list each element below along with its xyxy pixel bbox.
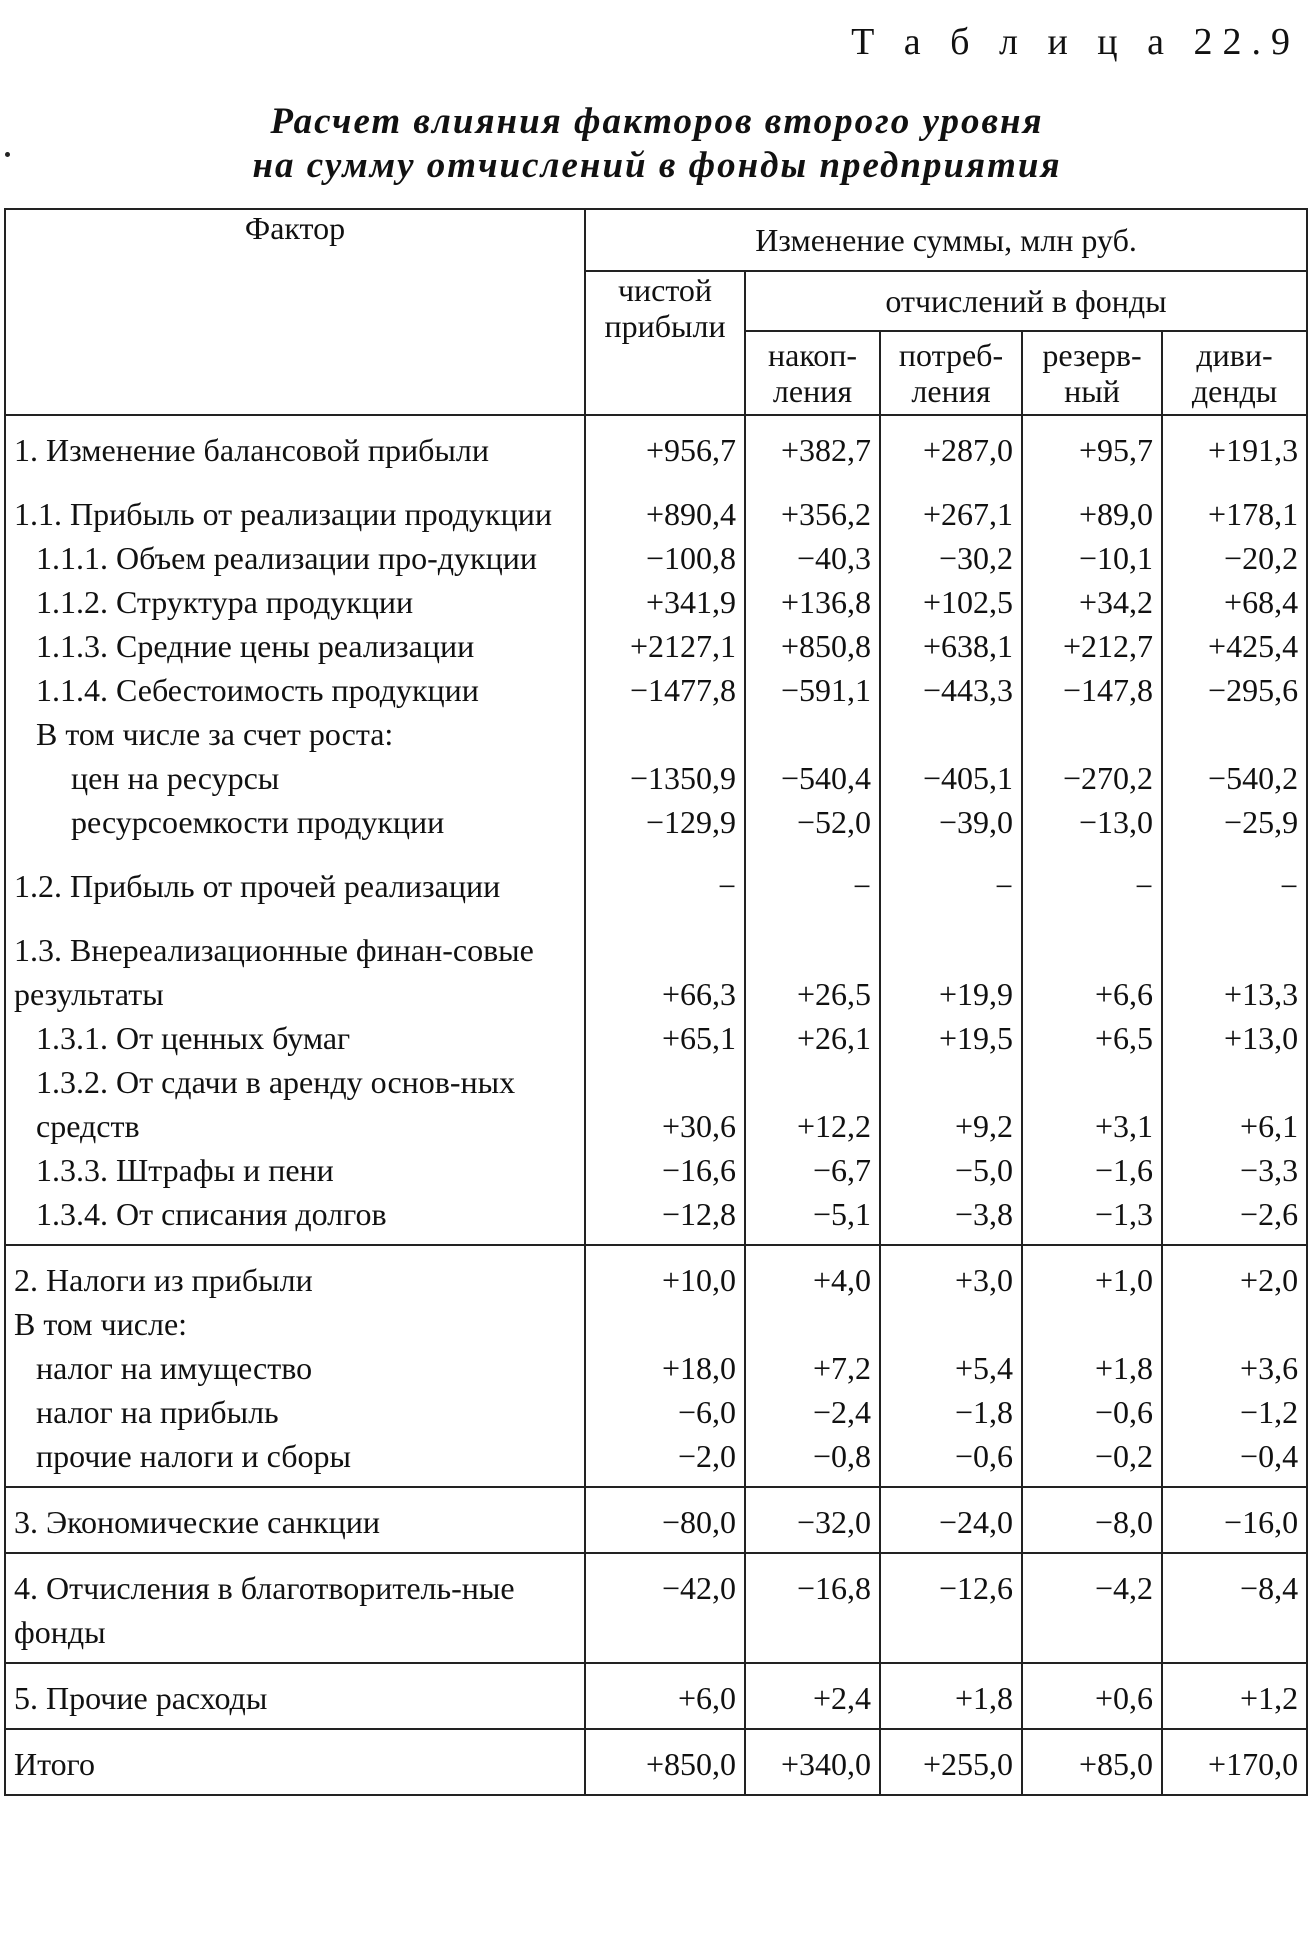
- cell-dividends: +3,6: [1162, 1346, 1307, 1390]
- row-label: 1.3.3. Штрафы и пени: [5, 1148, 585, 1192]
- header-net-profit: чистой прибыли: [585, 271, 745, 415]
- cell-accumulation: −32,0: [745, 1487, 880, 1553]
- cell-net-profit: −1350,9: [585, 756, 745, 800]
- table-title: [0, 100, 1314, 188]
- cell-dividends: +191,3: [1162, 415, 1307, 480]
- cell-net-profit: −6,0: [585, 1390, 745, 1434]
- cell-reserve: +89,0: [1022, 480, 1162, 536]
- cell-reserve: −: [1022, 852, 1162, 916]
- row-label: 4. Отчисления в благотворитель-ные фонды: [5, 1553, 585, 1663]
- row-label: 1.3.2. От сдачи в аренду основ-ных средств: [5, 1060, 585, 1148]
- table-row: [5, 1390, 1307, 1434]
- row-label: Итого: [5, 1729, 585, 1795]
- cell-dividends: −8,4: [1162, 1553, 1307, 1663]
- header-reserve: резерв-ный: [1022, 331, 1162, 415]
- cell-accumulation: +850,8: [745, 624, 880, 668]
- cell-dividends: −295,6: [1162, 668, 1307, 712]
- cell-dividends: −: [1162, 852, 1307, 916]
- cell-net-profit: −16,6: [585, 1148, 745, 1192]
- cell-dividends: −25,9: [1162, 800, 1307, 852]
- cell-net-profit: −12,8: [585, 1192, 745, 1245]
- row-label: 1.1.1. Объем реализации про-дукции: [5, 536, 585, 580]
- table-row: [5, 1487, 1307, 1553]
- cell-reserve: +95,7: [1022, 415, 1162, 480]
- cell-consumption: +9,2: [880, 1060, 1022, 1148]
- cell-reserve: +3,1: [1022, 1060, 1162, 1148]
- cell-dividends: −540,2: [1162, 756, 1307, 800]
- cell-accumulation: +26,5: [745, 916, 880, 1016]
- table-number: Т а б л и ц а 22.9: [851, 21, 1300, 63]
- cell-accumulation: −591,1: [745, 668, 880, 712]
- row-label: налог на имущество: [5, 1346, 585, 1390]
- cell-reserve: +1,0: [1022, 1245, 1162, 1302]
- table-body: [5, 415, 1307, 1795]
- table-row: [5, 415, 1307, 480]
- row-label: 2. Налоги из прибыли: [5, 1245, 585, 1302]
- row-label: цен на ресурсы: [5, 756, 585, 800]
- table-row: [5, 536, 1307, 580]
- cell-accumulation: +382,7: [745, 415, 880, 480]
- title-line-2: на сумму отчислений в фонды предприятия: [252, 145, 1062, 186]
- cell-net-profit: +341,9: [585, 580, 745, 624]
- cell-accumulation: [745, 1302, 880, 1346]
- cell-dividends: +425,4: [1162, 624, 1307, 668]
- row-label: налог на прибыль: [5, 1390, 585, 1434]
- cell-net-profit: −80,0: [585, 1487, 745, 1553]
- cell-accumulation: −: [745, 852, 880, 916]
- cell-dividends: +170,0: [1162, 1729, 1307, 1795]
- cell-consumption: +255,0: [880, 1729, 1022, 1795]
- cell-consumption: +638,1: [880, 624, 1022, 668]
- cell-consumption: −12,6: [880, 1553, 1022, 1663]
- table-row: [5, 480, 1307, 536]
- cell-accumulation: +136,8: [745, 580, 880, 624]
- cell-reserve: −0,2: [1022, 1434, 1162, 1487]
- table-row: [5, 1192, 1307, 1245]
- row-label: ресурсоемкости продукции: [5, 800, 585, 852]
- cell-net-profit: −129,9: [585, 800, 745, 852]
- row-label: 5. Прочие расходы: [5, 1663, 585, 1729]
- row-label: 1.1.3. Средние цены реализации: [5, 624, 585, 668]
- cell-reserve: −270,2: [1022, 756, 1162, 800]
- cell-consumption: −24,0: [880, 1487, 1022, 1553]
- cell-dividends: [1162, 712, 1307, 756]
- cell-net-profit: [585, 1302, 745, 1346]
- cell-accumulation: −40,3: [745, 536, 880, 580]
- cell-dividends: +68,4: [1162, 580, 1307, 624]
- cell-dividends: −0,4: [1162, 1434, 1307, 1487]
- cell-consumption: +102,5: [880, 580, 1022, 624]
- table-row: [5, 800, 1307, 852]
- cell-net-profit: +6,0: [585, 1663, 745, 1729]
- cell-consumption: −30,2: [880, 536, 1022, 580]
- cell-dividends: +13,3: [1162, 916, 1307, 1016]
- cell-accumulation: +12,2: [745, 1060, 880, 1148]
- cell-reserve: [1022, 712, 1162, 756]
- cell-dividends: −2,6: [1162, 1192, 1307, 1245]
- cell-consumption: −: [880, 852, 1022, 916]
- cell-accumulation: −52,0: [745, 800, 880, 852]
- cell-net-profit: +65,1: [585, 1016, 745, 1060]
- header-factor: Фактор: [5, 209, 585, 415]
- table-row: [5, 1016, 1307, 1060]
- cell-reserve: +34,2: [1022, 580, 1162, 624]
- cell-dividends: −20,2: [1162, 536, 1307, 580]
- cell-consumption: +1,8: [880, 1663, 1022, 1729]
- row-label: 1. Изменение балансовой прибыли: [5, 415, 585, 480]
- header-dividends: диви-денды: [1162, 331, 1307, 415]
- factors-table: [4, 208, 1308, 1796]
- cell-accumulation: +4,0: [745, 1245, 880, 1302]
- cell-dividends: +178,1: [1162, 480, 1307, 536]
- cell-net-profit: −100,8: [585, 536, 745, 580]
- cell-consumption: +19,5: [880, 1016, 1022, 1060]
- cell-consumption: −405,1: [880, 756, 1022, 800]
- row-label: 1.2. Прибыль от прочей реализации: [5, 852, 585, 916]
- cell-consumption: +5,4: [880, 1346, 1022, 1390]
- table-row: [5, 1245, 1307, 1302]
- row-label: В том числе:: [5, 1302, 585, 1346]
- table-row: [5, 1060, 1307, 1148]
- cell-net-profit: −: [585, 852, 745, 916]
- cell-reserve: [1022, 1302, 1162, 1346]
- cell-reserve: +0,6: [1022, 1663, 1162, 1729]
- cell-consumption: −39,0: [880, 800, 1022, 852]
- table-row: [5, 712, 1307, 756]
- cell-consumption: −3,8: [880, 1192, 1022, 1245]
- cell-consumption: [880, 712, 1022, 756]
- table-row: [5, 1729, 1307, 1795]
- cell-accumulation: −540,4: [745, 756, 880, 800]
- cell-reserve: −8,0: [1022, 1487, 1162, 1553]
- cell-reserve: +212,7: [1022, 624, 1162, 668]
- cell-accumulation: +356,2: [745, 480, 880, 536]
- cell-reserve: +85,0: [1022, 1729, 1162, 1795]
- cell-consumption: −443,3: [880, 668, 1022, 712]
- cell-reserve: −147,8: [1022, 668, 1162, 712]
- row-label: 1.3.4. От списания долгов: [5, 1192, 585, 1245]
- cell-consumption: +3,0: [880, 1245, 1022, 1302]
- table-row: [5, 1553, 1307, 1663]
- table-row: [5, 1434, 1307, 1487]
- cell-net-profit: +10,0: [585, 1245, 745, 1302]
- cell-dividends: −3,3: [1162, 1148, 1307, 1192]
- cell-dividends: +13,0: [1162, 1016, 1307, 1060]
- table-row: [5, 916, 1307, 1016]
- cell-net-profit: −42,0: [585, 1553, 745, 1663]
- cell-reserve: −4,2: [1022, 1553, 1162, 1663]
- cell-reserve: −10,1: [1022, 536, 1162, 580]
- table-row: [5, 1346, 1307, 1390]
- table-row: [5, 852, 1307, 916]
- row-label: 1.3. Внереализационные финан-совые результаты: [5, 916, 585, 1016]
- table-row: [5, 1302, 1307, 1346]
- cell-consumption: +287,0: [880, 415, 1022, 480]
- row-label: 1.1.4. Себестоимость продукции: [5, 668, 585, 712]
- table-row: [5, 756, 1307, 800]
- cell-dividends: −16,0: [1162, 1487, 1307, 1553]
- cell-consumption: +19,9: [880, 916, 1022, 1016]
- cell-dividends: [1162, 1302, 1307, 1346]
- cell-net-profit: −2,0: [585, 1434, 745, 1487]
- cell-net-profit: +850,0: [585, 1729, 745, 1795]
- row-label: 3. Экономические санкции: [5, 1487, 585, 1553]
- cell-accumulation: −2,4: [745, 1390, 880, 1434]
- table-row: [5, 624, 1307, 668]
- header-consumption: потреб-ления: [880, 331, 1022, 415]
- table-row: [5, 580, 1307, 624]
- table-row: [5, 1663, 1307, 1729]
- header-accumulation: накоп-ления: [745, 331, 880, 415]
- cell-reserve: −13,0: [1022, 800, 1162, 852]
- cell-net-profit: +2127,1: [585, 624, 745, 668]
- cell-consumption: +267,1: [880, 480, 1022, 536]
- cell-net-profit: +30,6: [585, 1060, 745, 1148]
- cell-accumulation: +7,2: [745, 1346, 880, 1390]
- cell-net-profit: +66,3: [585, 916, 745, 1016]
- cell-dividends: +6,1: [1162, 1060, 1307, 1148]
- row-label: прочие налоги и сборы: [5, 1434, 585, 1487]
- cell-reserve: −1,6: [1022, 1148, 1162, 1192]
- cell-reserve: +6,5: [1022, 1016, 1162, 1060]
- cell-net-profit: +890,4: [585, 480, 745, 536]
- table-row: [5, 668, 1307, 712]
- header-deductions: отчислений в фонды: [745, 271, 1307, 331]
- row-label: В том числе за счет роста:: [5, 712, 585, 756]
- cell-accumulation: +2,4: [745, 1663, 880, 1729]
- cell-accumulation: [745, 712, 880, 756]
- cell-net-profit: −1477,8: [585, 668, 745, 712]
- row-label: 1.1. Прибыль от реализации продукции: [5, 480, 585, 536]
- cell-reserve: +6,6: [1022, 916, 1162, 1016]
- cell-net-profit: +956,7: [585, 415, 745, 480]
- title-line-1: Расчет влияния факторов второго уровня: [270, 101, 1044, 142]
- cell-net-profit: [585, 712, 745, 756]
- cell-accumulation: −6,7: [745, 1148, 880, 1192]
- table-row: [5, 1148, 1307, 1192]
- cell-dividends: +2,0: [1162, 1245, 1307, 1302]
- cell-consumption: −1,8: [880, 1390, 1022, 1434]
- row-label: 1.1.2. Структура продукции: [5, 580, 585, 624]
- cell-accumulation: −0,8: [745, 1434, 880, 1487]
- cell-accumulation: +340,0: [745, 1729, 880, 1795]
- row-label: 1.3.1. От ценных бумаг: [5, 1016, 585, 1060]
- cell-consumption: [880, 1302, 1022, 1346]
- cell-accumulation: +26,1: [745, 1016, 880, 1060]
- header-change: Изменение суммы, млн руб.: [585, 209, 1307, 271]
- cell-net-profit: +18,0: [585, 1346, 745, 1390]
- cell-reserve: −1,3: [1022, 1192, 1162, 1245]
- cell-consumption: −0,6: [880, 1434, 1022, 1487]
- cell-reserve: −0,6: [1022, 1390, 1162, 1434]
- cell-reserve: +1,8: [1022, 1346, 1162, 1390]
- cell-dividends: +1,2: [1162, 1663, 1307, 1729]
- cell-accumulation: −5,1: [745, 1192, 880, 1245]
- cell-consumption: −5,0: [880, 1148, 1022, 1192]
- cell-dividends: −1,2: [1162, 1390, 1307, 1434]
- cell-accumulation: −16,8: [745, 1553, 880, 1663]
